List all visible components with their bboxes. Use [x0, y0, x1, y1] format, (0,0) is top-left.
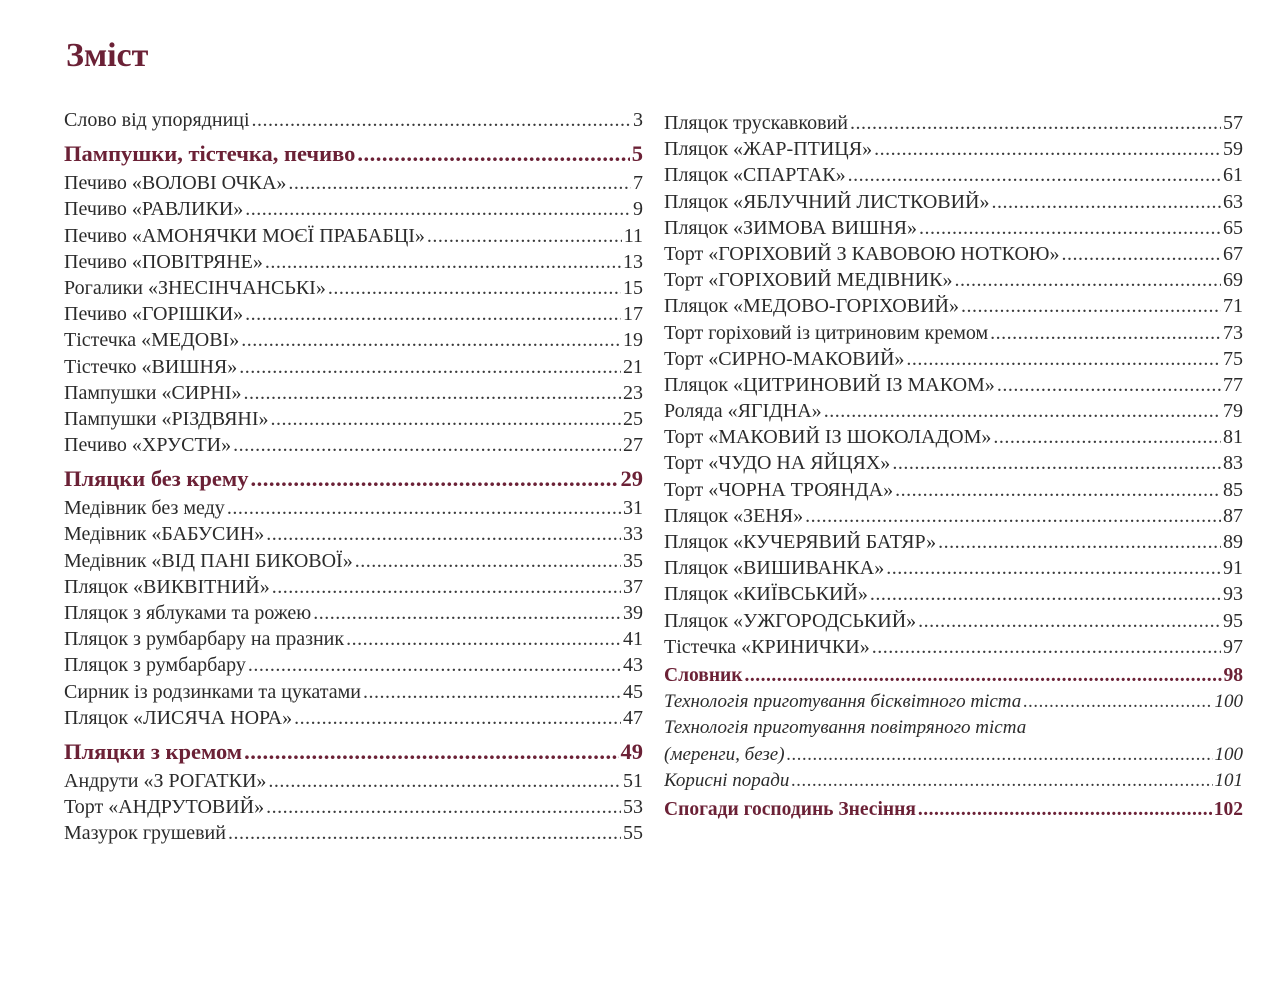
toc-entry — [664, 742, 1243, 768]
toc-entry-label: Мазурок грушевий — [64, 822, 226, 845]
toc-entry-label: Пляцок «ЦИТРИНОВИЙ ІЗ МАКОМ» — [664, 373, 995, 396]
toc-page-number: 93 — [1223, 583, 1243, 606]
toc-entry-label: Торт «МАКОВИЙ ІЗ ШОКОЛАДОМ» — [664, 426, 992, 449]
dot-leader — [990, 320, 1221, 346]
dot-leader — [938, 529, 1221, 555]
toc-page-number: 39 — [623, 602, 643, 624]
toc-page-number: 100 — [1214, 691, 1243, 713]
dot-leader — [870, 581, 1221, 607]
toc-entry — [664, 663, 1243, 689]
toc-entry — [64, 574, 643, 600]
toc-entry — [664, 581, 1243, 607]
toc-entry-label: Печиво «ХРУСТИ» — [64, 434, 232, 457]
toc-entry-label: Торт «ЧУДО НА ЯЙЦЯХ» — [664, 452, 891, 475]
dot-leader — [805, 503, 1221, 529]
dot-leader — [961, 293, 1221, 319]
toc-page-number: 59 — [1223, 138, 1243, 161]
toc-page-number: 37 — [623, 575, 643, 598]
toc-entry — [664, 293, 1243, 319]
dot-leader — [272, 574, 621, 600]
dot-leader — [954, 267, 1221, 293]
toc-entry-label: Пляцки без крему — [64, 466, 249, 492]
toc-page-number: 77 — [1223, 373, 1243, 396]
toc-entry-label: Пляцок з румбарбару на празник — [64, 628, 345, 651]
toc-entry-label: Пляцок з румбарбару — [64, 654, 246, 677]
toc-entry — [664, 110, 1243, 136]
toc-entry-label: Торт «ГОРІХОВИЙ З КАВОВОЮ НОТКОЮ» — [664, 242, 1060, 265]
toc-entry-label: Торт «ГОРІХОВИЙ МЕДІВНИК» — [664, 269, 953, 292]
toc-entry-label: Пляцок «ВИШИВАНКА» — [664, 557, 885, 580]
dot-leader — [268, 768, 621, 794]
toc-entry-label: Медівник «БАБУСИН» — [64, 523, 265, 546]
toc-entry-label: Медівник «ВІД ПАНІ БИКОВОЇ» — [64, 549, 353, 572]
toc-entry — [664, 267, 1243, 293]
toc-entry — [664, 450, 1243, 476]
toc-entry — [664, 215, 1243, 241]
toc-entry-label: Пляцки з кремом — [64, 738, 243, 764]
toc-entry-label: Технологія приготування бісквітного тіста — [664, 691, 1022, 713]
toc-page-number: 71 — [1223, 295, 1243, 318]
toc-entry-label: Пляцок з яблуками та рожею — [64, 602, 312, 624]
toc-entry — [664, 398, 1243, 424]
toc-page-number: 23 — [623, 381, 643, 404]
toc-entry-label: Пляцок «ЗИМОВА ВИШНЯ» — [664, 216, 917, 239]
toc-page-number: 95 — [1223, 609, 1243, 632]
toc-entry-label: Торт горіховий із цитриновим кремом — [664, 321, 989, 344]
dot-leader — [271, 406, 621, 432]
toc-entry-label: Пампушки «СИРНІ» — [64, 381, 242, 404]
toc-entry — [664, 689, 1243, 715]
dot-leader — [919, 215, 1221, 241]
toc-page-number: 7 — [633, 172, 643, 195]
toc-entry-label: Пампушки, тістечка, печиво — [64, 141, 356, 167]
toc-page-number: 17 — [623, 303, 643, 326]
dot-leader — [992, 189, 1222, 215]
toc-entry-label: Пляцок «КУЧЕРЯВИЙ БАТЯР» — [664, 531, 937, 553]
toc-entry-label: Тістечка «КРИНИЧКИ» — [664, 635, 870, 658]
toc-entry — [664, 503, 1243, 529]
toc-entry-label: Андрути «З РОГАТКИ» — [64, 769, 267, 792]
toc-page-number: 83 — [1223, 452, 1243, 475]
toc-entry — [64, 548, 643, 574]
toc-entry-label: Печиво «ПОВІТРЯНЕ» — [64, 250, 263, 273]
toc-entry — [64, 196, 643, 222]
toc-page-number: 41 — [623, 628, 643, 651]
toc-entry — [64, 432, 643, 458]
toc-page-number: 55 — [623, 822, 643, 845]
dot-leader — [850, 110, 1221, 136]
toc-page-number: 53 — [623, 796, 643, 819]
toc-page-number: 51 — [623, 769, 643, 792]
dot-leader — [791, 768, 1212, 794]
toc-entry-label: Пампушки «РІЗДВЯНІ» — [64, 407, 269, 430]
dot-leader — [787, 742, 1213, 768]
toc-page-number: 27 — [623, 434, 643, 457]
toc-entry-label: Торт «СИРНО-МАКОВИЙ» — [664, 347, 905, 370]
toc-entry-label: Пляцок «КИЇВСЬКИЙ» — [664, 583, 868, 606]
toc-entry-label: Технологія приготування повітряного тіста — [664, 717, 1027, 739]
toc-entry-label: Пляцок «СПАРТАК» — [664, 164, 846, 187]
toc-entry — [664, 372, 1243, 398]
toc-entry-label: Печиво «АМОНЯЧКИ МОЄЇ ПРАБАБЦІ» — [64, 224, 425, 247]
toc-entry — [664, 241, 1243, 267]
dot-leader — [252, 107, 631, 133]
toc-entry — [64, 170, 643, 196]
toc-entry — [64, 301, 643, 327]
toc-entry-label: Пляцок «МЕДОВО-ГОРІХОВИЙ» — [664, 295, 959, 318]
toc-page-number: 45 — [623, 680, 643, 703]
toc-page-number: 35 — [623, 549, 643, 572]
toc-page-number: 61 — [1223, 164, 1243, 187]
dot-leader — [266, 521, 621, 547]
toc-entry — [64, 275, 643, 301]
toc-entry — [64, 327, 643, 353]
dot-leader — [872, 634, 1221, 660]
dot-leader — [228, 820, 621, 846]
toc-entry-label: Торт «ЧОРНА ТРОЯНДА» — [664, 478, 894, 501]
toc-entry — [64, 406, 643, 432]
toc-page-number: 49 — [620, 738, 643, 764]
toc-entry — [664, 424, 1243, 450]
toc-page-number: 47 — [623, 706, 643, 729]
dot-leader — [993, 424, 1221, 450]
toc-section-heading — [64, 463, 643, 495]
toc-entry-label: Печиво «ВОЛОВІ ОЧКА» — [64, 172, 287, 195]
dot-leader — [248, 652, 621, 678]
dot-leader — [745, 663, 1222, 689]
toc-entry — [664, 346, 1243, 372]
toc-entry-label: Корисні поради — [664, 769, 790, 791]
dot-leader — [895, 477, 1221, 503]
toc-entry-label: Печиво «ГОРІШКИ» — [64, 303, 244, 326]
toc-entry — [64, 768, 643, 794]
toc-entry-label: Пляцок трускавковий — [664, 112, 848, 134]
toc-page-number: 81 — [1223, 426, 1243, 449]
dot-leader — [874, 136, 1221, 162]
toc-entry — [64, 380, 643, 406]
toc-entry-label: Пляцок «ЗЕНЯ» — [664, 504, 804, 527]
toc-page-number: 69 — [1223, 269, 1243, 292]
dot-leader — [265, 249, 621, 275]
toc-entry — [664, 162, 1243, 188]
dot-leader — [363, 679, 621, 705]
dot-leader — [346, 626, 621, 652]
toc-page-number: 85 — [1223, 478, 1243, 501]
toc-entry-label: Слово від упорядниці — [64, 109, 250, 131]
toc-right-column — [664, 110, 1243, 823]
toc-page-number: 5 — [631, 141, 643, 167]
toc-entry-label: Сирник із родзинками та цукатами — [64, 680, 361, 703]
toc-section-heading — [64, 736, 643, 768]
toc-entry-label: Пляцок «ЯБЛУЧНИЙ ЛИСТКОВИЙ» — [664, 190, 990, 213]
dot-leader — [918, 608, 1221, 634]
dot-leader — [328, 275, 621, 301]
toc-entry — [64, 223, 643, 249]
dot-leader — [906, 346, 1221, 372]
toc-page-number: 98 — [1223, 664, 1243, 686]
toc-entry — [664, 608, 1243, 634]
toc-page-number: 43 — [623, 654, 643, 677]
toc-page-number: 100 — [1214, 743, 1243, 765]
dot-leader — [266, 794, 621, 820]
toc-entry — [664, 797, 1243, 823]
dot-leader — [313, 600, 621, 626]
toc-entry — [64, 705, 643, 731]
toc-page-number: 75 — [1223, 347, 1243, 370]
toc-entry-label: Пляцок «ЛИСЯЧА НОРА» — [64, 706, 293, 729]
dot-leader — [244, 380, 621, 406]
toc-entry — [64, 354, 643, 380]
toc-entry-label: Пляцок «УЖГОРОДСЬКИЙ» — [664, 609, 917, 632]
toc-entry — [664, 529, 1243, 555]
toc-page-number: 9 — [633, 198, 643, 221]
toc-entry-label: Торт «АНДРУТОВИЙ» — [64, 796, 265, 819]
dot-leader — [848, 162, 1221, 188]
toc-page-number: 15 — [623, 276, 643, 299]
dot-leader — [892, 450, 1221, 476]
toc-entry-label: Тістечко «ВИШНЯ» — [64, 355, 238, 378]
toc-entry — [664, 768, 1243, 794]
toc-page-number: 79 — [1223, 400, 1243, 423]
toc-entry — [64, 652, 643, 678]
toc-entry — [64, 600, 643, 626]
dot-leader — [288, 170, 631, 196]
toc-page-number: 11 — [623, 224, 643, 247]
dot-leader — [227, 495, 621, 521]
toc-entry-label: Словник — [664, 664, 743, 686]
toc-entry-label: Тістечка «МЕДОВІ» — [64, 329, 240, 352]
dot-leader — [1061, 241, 1221, 267]
toc-entry — [64, 820, 643, 846]
dot-leader — [427, 223, 622, 249]
toc-entry-label: Рогалики «ЗНЕСІНЧАНСЬКІ» — [64, 276, 326, 299]
toc-page-number: 31 — [623, 497, 643, 520]
toc-entry-label: Спогади господинь Знесіння — [664, 798, 916, 820]
toc-entry — [664, 320, 1243, 346]
toc-page-number: 3 — [633, 109, 643, 131]
toc-entry — [664, 634, 1243, 660]
toc-entry-label: Медівник без меду — [64, 497, 225, 520]
toc-entry — [64, 249, 643, 275]
dot-leader — [886, 555, 1221, 581]
dot-leader — [245, 196, 631, 222]
toc-page-number: 73 — [1223, 321, 1243, 344]
toc-page-number: 89 — [1223, 531, 1243, 553]
toc-entry-label: (меренги, безе) — [664, 743, 785, 765]
toc-entry — [664, 189, 1243, 215]
dot-leader — [997, 372, 1221, 398]
toc-page-number: 102 — [1213, 798, 1243, 820]
dot-leader — [245, 301, 621, 327]
page-title: Зміст — [66, 37, 149, 74]
toc-entry — [64, 107, 643, 133]
toc-page-number: 29 — [620, 466, 643, 492]
toc-section-heading — [64, 138, 643, 170]
dot-leader — [239, 354, 621, 380]
dot-leader — [250, 463, 618, 495]
toc-page-number: 21 — [623, 355, 643, 378]
toc-entry — [64, 794, 643, 820]
toc-page-number: 63 — [1223, 190, 1243, 213]
toc-entry — [664, 555, 1243, 581]
toc-page-number: 25 — [623, 407, 643, 430]
toc-page-number: 19 — [623, 329, 643, 352]
dot-leader — [918, 797, 1212, 823]
dot-leader — [824, 398, 1221, 424]
toc-entry — [664, 477, 1243, 503]
toc-entry — [664, 715, 1243, 741]
toc-page-number: 33 — [623, 523, 643, 546]
toc-entry-label: Роляда «ЯГІДНА» — [664, 400, 822, 423]
dot-leader — [294, 705, 621, 731]
toc-page-number: 101 — [1214, 769, 1243, 791]
dot-leader — [355, 548, 621, 574]
toc-entry — [64, 521, 643, 547]
toc-page-number: 65 — [1223, 216, 1243, 239]
toc-entry-label: Печиво «РАВЛИКИ» — [64, 198, 244, 221]
toc-entry — [64, 495, 643, 521]
toc-page-number: 67 — [1223, 242, 1243, 265]
dot-leader — [1023, 689, 1212, 715]
toc-entry-label: Пляцок «ЖАР-ПТИЦЯ» — [664, 138, 873, 161]
dot-leader — [244, 736, 618, 768]
toc-entry — [664, 136, 1243, 162]
dot-leader — [241, 327, 621, 353]
dot-leader — [233, 432, 621, 458]
toc-page-number: 57 — [1223, 112, 1243, 134]
toc-left-column — [64, 107, 643, 847]
toc-page-number: 91 — [1223, 557, 1243, 580]
toc-page-number: 13 — [623, 250, 643, 273]
toc-page-number: 97 — [1223, 635, 1243, 658]
toc-entry-label: Пляцок «ВИКВІТНИЙ» — [64, 575, 270, 598]
toc-entry — [64, 626, 643, 652]
dot-leader — [357, 138, 629, 170]
toc-page-number: 87 — [1223, 504, 1243, 527]
toc-entry — [64, 679, 643, 705]
